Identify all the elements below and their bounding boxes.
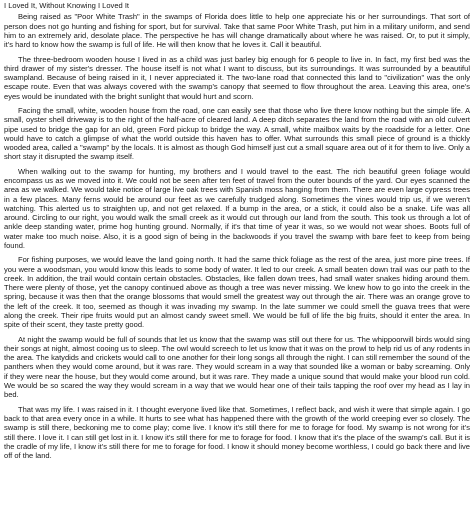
paragraph-6: At night the swamp would be full of sounds that let us know that the swamp was still out there for us. The whippoorwill birds would sing their songs at night, almost cooing us to sleep. The owl would screech to let us know that it was on the prowl to help rid us of any rodents in the area. The katydids and crickets would call to one another for their long songs all through the night. I can still remember the sound of the panthers when they would come around, but it was rare. They would scream in a way that sounded like a woman or baby screaming. Only if they were near the house, but they would come around, but it was rare. They made a unique sound that would make your blood run cold. We would be so scared the way they would scream in a way that we would hear one of their tails tapping the roof over my head as I lay in bed. <box>4 334 470 400</box>
paragraph-1: Being raised as "Poor White Trash" in the swamps of Florida does little to help one appreciate his or her surroundings. That sort of person does not go hunting and fishing for sport, but for survival. Take that same Poor White Trash, put him in a military uniform, and send him to an extremely arid, desolate place. The perspective he has will change dramatically about where he was raised. Or, to put it simply, it's hard to know how the swamp is full of life. He will then know that he loves it. Call it beautiful. <box>4 12 470 49</box>
paragraph-2: The three-bedroom wooden house I lived in as a child was just barley big enough for 6 people to live in. In fact, my first bed was the third drawer of my sister's dresser. The house itself is not what I want to discuss, but its surroundings. It was surrounded by a beautiful swampland. Because of being raised in it, I never appreciated it. The two-lane road that connected this land to "civilization" was the only escape route. Even that was always covered with the swamp's canopy that seemed to flow throughout the area. Leaving this area, one's eyes would be inundated with the bright sunlight that would hurt and scorn. <box>4 54 470 101</box>
paragraph-5: For fishing purposes, we would leave the land going north. It had the same thick foliage as the rest of the area, just more pine trees. If you were a woodsman, you would know this leads to some body of water. It led to our creek. A small beaten down trail was our path to the creek. In addition, the trail would contain certain obstacles. Obstacles, like fallen down trees, had small water snakes hiding around them. There were plenty of those, yet the canopy continued above as though a tree was never missing. We knew how to go into the creek in the spring, because it was then that the orange blossoms that would smell the greatest way out through the air. There was an orange grove to the left of the creek. It too, seemed as though it was invading my swamp. In the late summer we could smell the guava trees that were along the creek. Their ripe fruits would put an almost candy sweet smell. We would be full of life the big fruits, should it enter the area. In spite of their scent, they taste pretty good. <box>4 255 470 330</box>
document-title: I Loved It, Without Knowing I Loved It <box>4 1 130 10</box>
paragraph-7: That was my life. I was raised in it. I thought everyone lived like that. Sometimes, I reflect back, and wish it were that simple again. I go back to that area every once in a while. It hurts to see what has happened there with the growth of the world creeping ever so closely. The swamp is still there, beckoning me to come play; come live. I know it's still there for me to forage for food. My swamp is not wrong for it's still there. I love it. I can still get lost in it. I know it's still there for me to forage for food. I know that it's the place of the swamp's call. But it is the cradle of my life, I know it's still there for me to forage for food. I know it should money become worthless, I could go back there and live off of the land. <box>4 404 470 461</box>
paragraph-3: Facing the small, white, wooden house from the road, one can easily see that those who live there know nothing but the simple life. A small, oyster shell driveway is to the right of the half-acre of cleared land. A deep ditch separates the land from the road with an old culvert pipe used to bridge the gap for an old, green Ford pickup to bridge the way. A small, white mailbox waits by the roadside for a letter. One would have to catch a glimpse of what the world outside this haven has to offer. What surrounds this small piece of ground is a thickly wooded area, called a "swamp" by the locals. It is almost as though God himself just cut a small square area out of it for them to live. Only a short stay it disrupted the swamp itself. <box>4 106 470 162</box>
paragraph-4: When walking out to the swamp for hunting, my brothers and I would travel to the east. The rich beautiful green foliage would encompass us as we moved into it. We could not be seen after ten feet of travel from the outer bounds of the yard. Our eyes scanned the area as we walked. We would take notice of large live oak trees with Spanish moss hanging from them. There are even large cypress trees in a few places. Many ferns would be around our feet as we carefully trudged along. Sometimes the vines would trip us, if we weren't watching. This alerted us to straighten up, and not get relaxed. If a bump in the area, or a stick, it could also be a snake. Life was all around. Circling to our right, you would walk the small creek as it would cut through our land from the south. This took us through a lot of ankle deep standing water, prime hog hunting ground. Normally, if it's that time of year it was, so we would not wear shoes. Boots full of water make too much noise. Also, it is a good sign of being in the backwoods if you travel the swamp with bare feet to keep from being found. <box>4 166 470 250</box>
